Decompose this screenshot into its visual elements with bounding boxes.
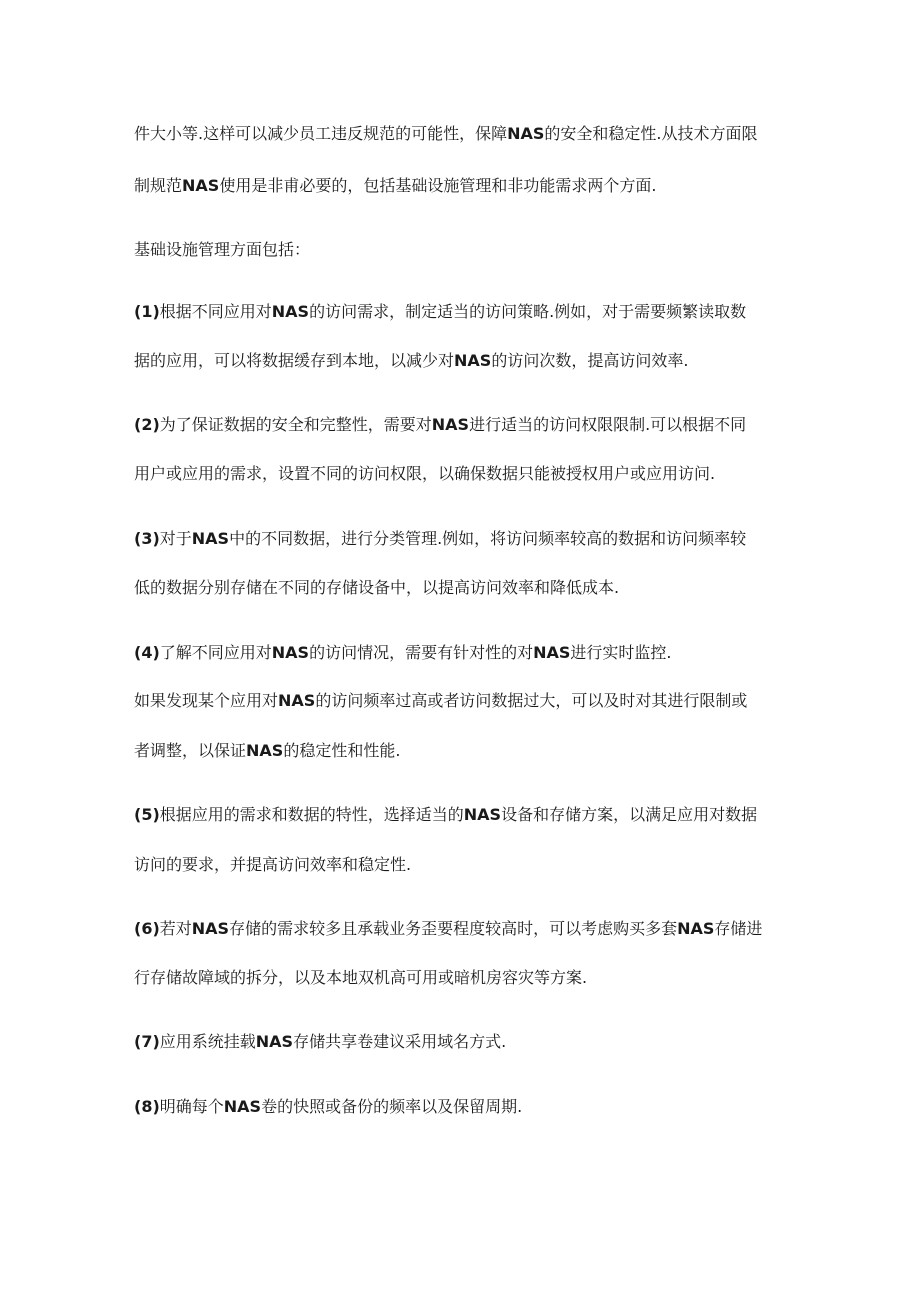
bold-text: NAS [533,643,571,662]
text-run: 了解不同应用对 [159,643,272,662]
list-item-1-line-2 [134,351,794,371]
list-item-8 [134,1097,794,1117]
bold-text: NAS [454,351,492,370]
text-run: 的安全和稳定性.从技术方面限 [544,124,758,143]
bold-text: (7) [134,1032,160,1051]
list-item-6-line-2 [134,968,794,988]
text-run: 者调整，以保证 [134,741,247,760]
bold-text: NAS [463,805,502,824]
bold-text: NAS [271,643,310,662]
list-item-5-line-2 [134,855,794,875]
text-run: 进行适当的访问权限限制.可以根据不同 [469,415,747,434]
section-heading [134,240,794,260]
list-item-7 [134,1032,794,1052]
bold-text: NAS [182,176,220,195]
bold-text: (5) [134,805,160,824]
list-item-3-line-1 [134,529,794,549]
list-item-5-line-1 [134,805,794,825]
text-run: 据的应用，可以将数据缓存到本地，以减少对 [134,351,455,370]
text-run: 设备和存储方案，以满足应用对数据 [501,805,758,824]
bold-text: NAS [191,529,230,548]
text-line [134,124,794,144]
bold-text: NAS [278,691,316,710]
text-run: 的访问需求，制定适当的访问策略.例如，对于需要频繁读取数 [309,302,747,321]
text-run: 存储共享卷建议采用域名方式. [293,1032,507,1051]
text-run: 存储进 [714,919,763,938]
text-run: 根据不同应用对 [159,302,272,321]
text-run: 卷的快照或备份的频率以及保留周期. [261,1097,523,1116]
list-item-3-line-2 [134,578,794,598]
bold-text: NAS [191,919,230,938]
list-item-2-line-2 [134,464,794,484]
list-item-4-line-3 [134,741,794,761]
text-run: 的访问情况，需要有针对性的对 [309,643,534,662]
bold-text: (3) [134,529,160,548]
bold-text: NAS [431,415,470,434]
list-item-4-line-1 [134,643,794,663]
text-run: 的访问次数，提高访问效率. [491,351,689,370]
bold-text: NAS [223,1097,262,1116]
text-run: 如果发现某个应用对 [134,691,279,710]
text-run: 的稳定性和性能. [283,741,401,760]
list-item-6-line-1 [134,919,794,939]
text-run: 根据应用的需求和数据的特性，选择适当的 [159,805,464,824]
bold-text: (2) [134,415,160,434]
list-item-1-line-1 [134,302,794,322]
text-line [134,176,794,196]
text-run: 进行实时监控. [570,643,672,662]
text-run: 中的不同数据，进行分类管理.例如，将访问频率较高的数据和访问频率较 [229,529,747,548]
text-run: 应用系统挂载 [159,1032,256,1051]
text-run: 存储的需求较多且承载业务歪要程度较高时，可以考虑购买多套 [229,919,678,938]
text-run: 访问的要求，并提高访问效率和稳定性. [134,855,412,874]
bold-text: (8) [134,1097,160,1116]
text-run: 用户或应用的需求，设置不同的访问权限，以确保数据只能被授权用户或应用访问. [134,464,716,483]
text-run: 件大小等.这样可以减少员工违反规范的可能性，保障 [134,124,508,143]
text-run: 为了保证数据的安全和完整性，需要对 [159,415,432,434]
bold-text: (4) [134,643,160,662]
bold-text: NAS [507,124,545,143]
text-run: 明确每个 [159,1097,224,1116]
text-run: 低的数据分别存储在不同的存储设备中，以提高访问效率和降低成本. [134,578,620,597]
text-run: 若对 [159,919,192,938]
bold-text: (6) [134,919,160,938]
bold-text: NAS [677,919,715,938]
text-run: 的访问频率过高或者访问数据过大，可以及时对其进行限制或 [315,691,748,710]
bold-text: NAS [271,302,310,321]
list-item-4-line-2 [134,691,794,711]
bold-text: NAS [246,741,284,760]
bold-text: NAS [255,1032,294,1051]
text-run: 基础设施管理方面包括： [134,240,311,259]
text-run: 制规范 [134,176,183,195]
list-item-2-line-1 [134,415,794,435]
text-run: 行存储故障域的拆分，以及本地双机高可用或暗机房容灾等方案. [134,968,588,987]
bold-text: (1) [134,302,160,321]
text-run: 对于 [159,529,192,548]
text-run: 使用是非甫必要的，包括基础设施管理和非功能需求两个方面. [219,176,657,195]
